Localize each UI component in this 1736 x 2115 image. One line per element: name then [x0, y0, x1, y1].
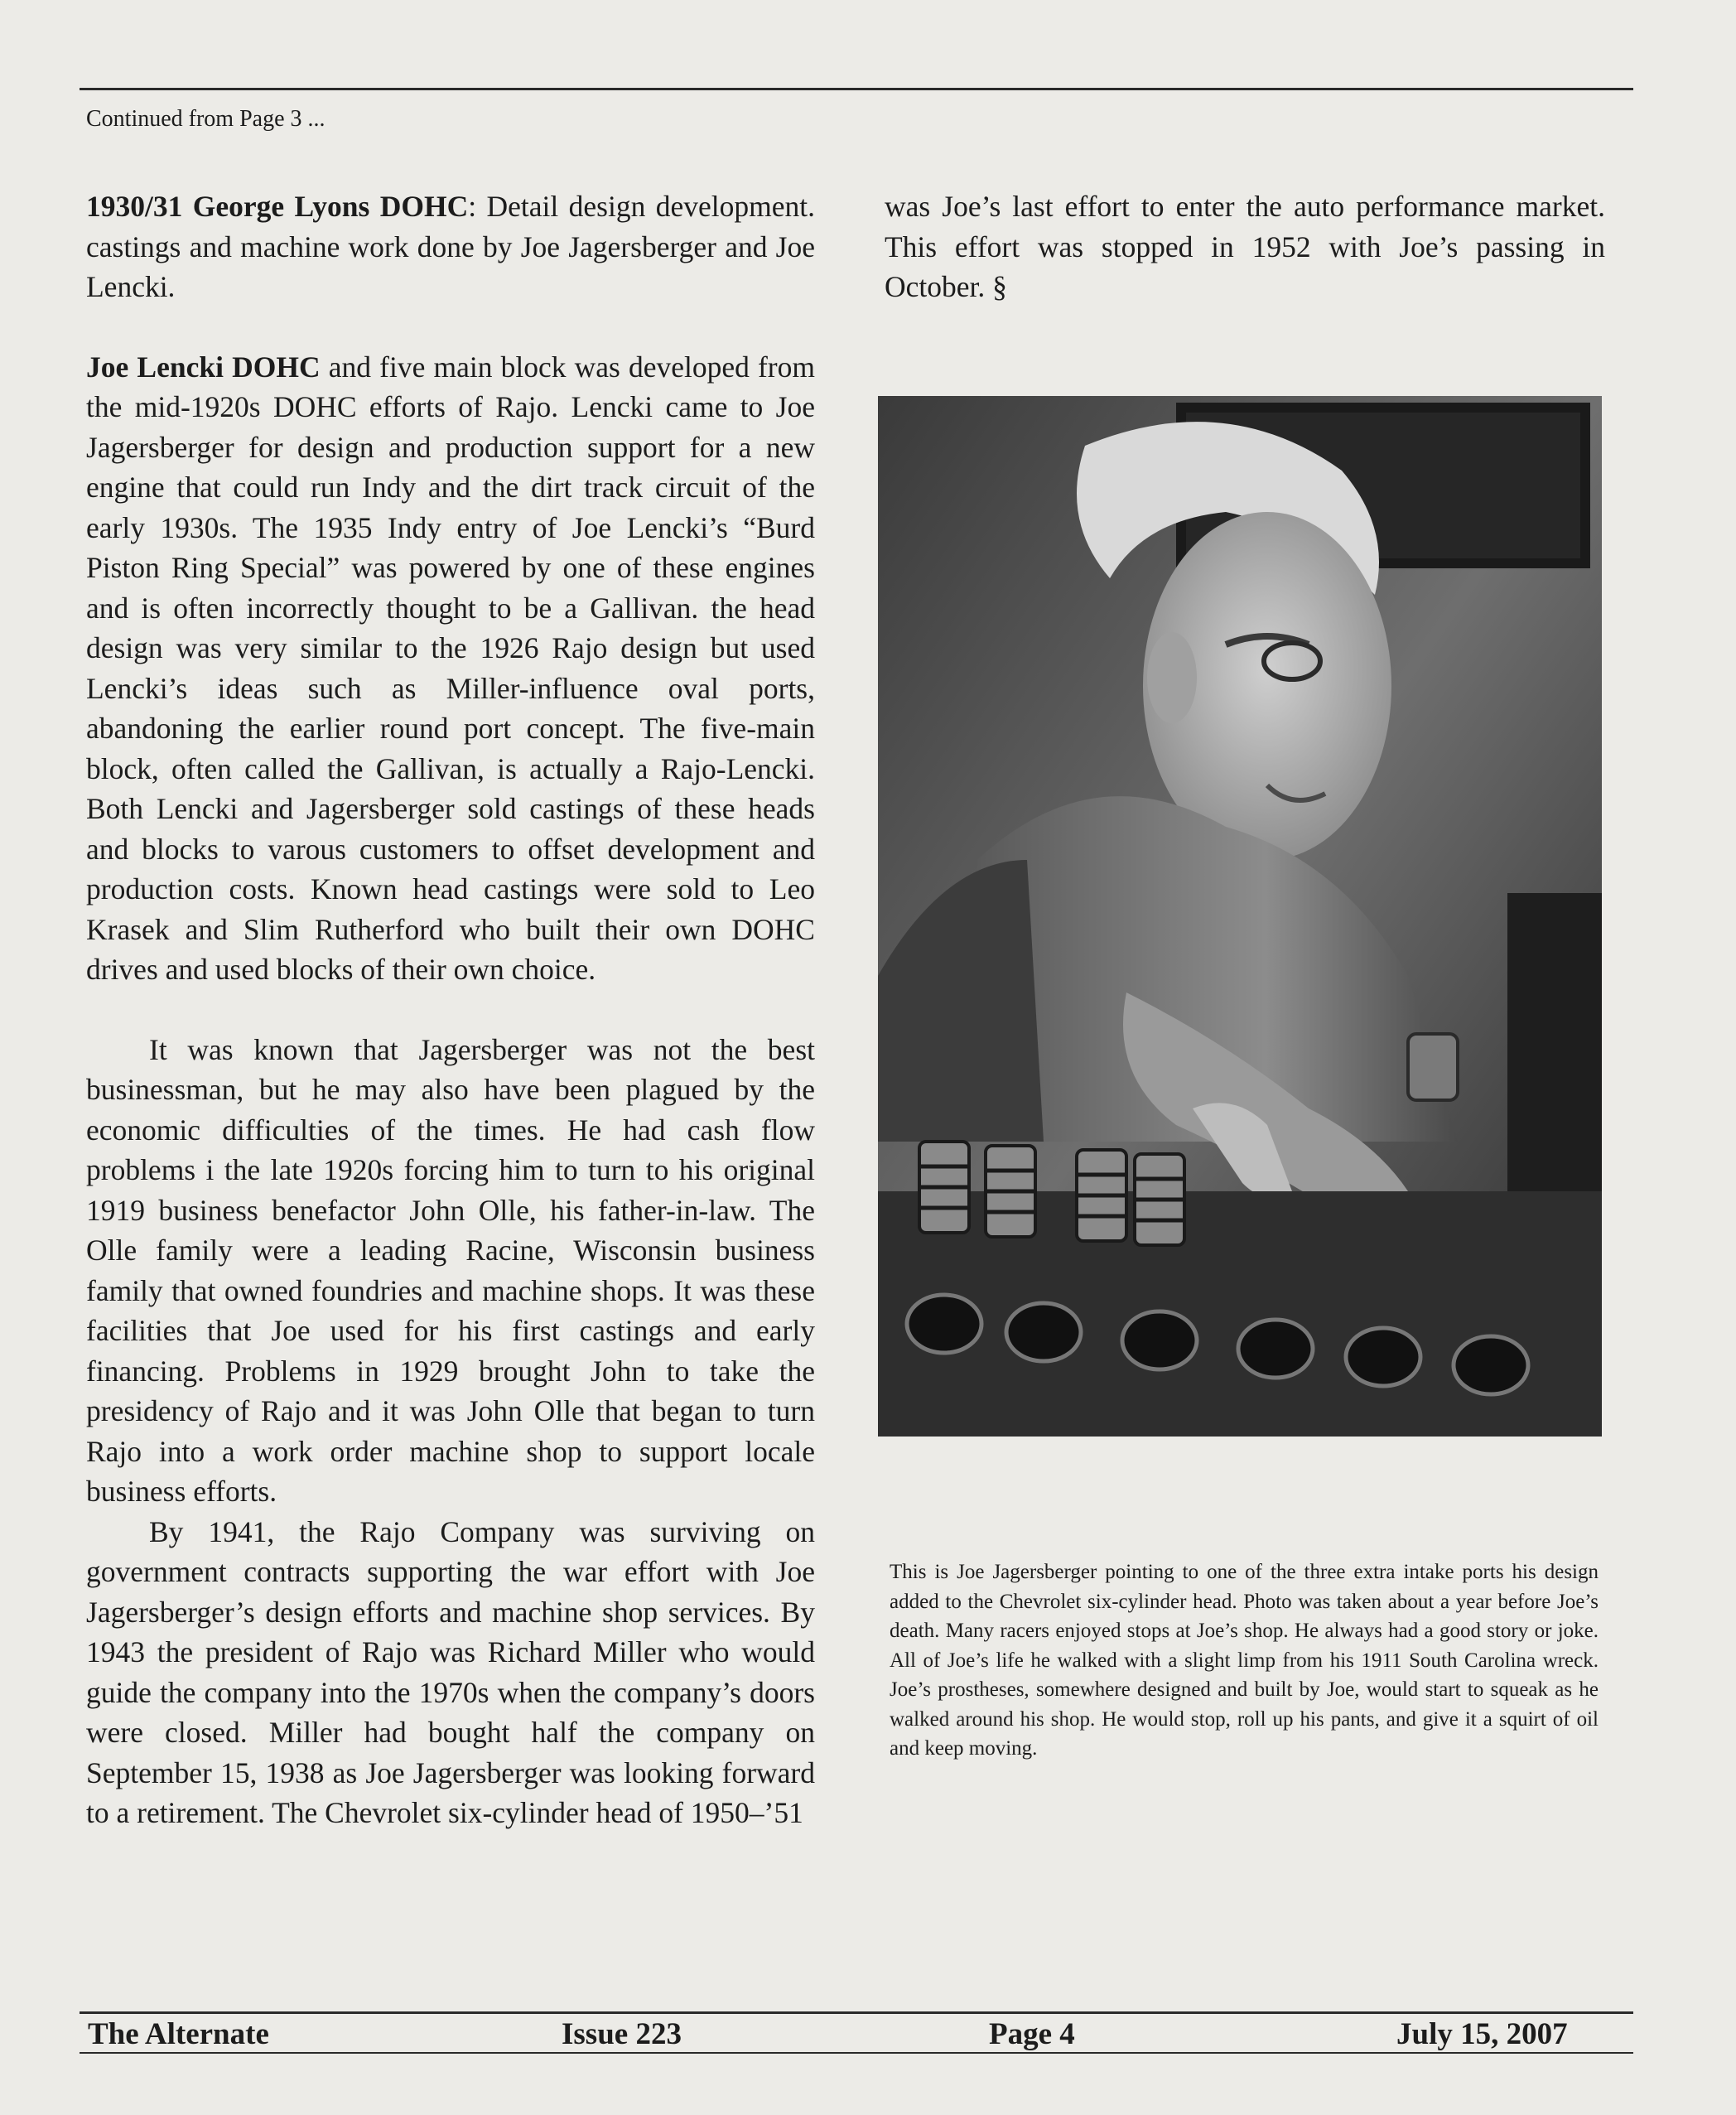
paragraph-last-effort: was Joe’s last effort to enter the auto performance market. This effort was stopped in 1952 with Joe’s passing in October. § — [885, 190, 1605, 303]
continued-note: Continued from Page 3 ... — [86, 106, 326, 132]
footer-issue: Issue 223 — [562, 2017, 682, 2051]
heading-lencki-dohc: Joe Lencki DOHC — [86, 350, 321, 384]
footer-publication-title: The Alternate — [88, 2017, 269, 2051]
photo-joe-jagersberger — [878, 396, 1602, 1437]
text-lyons: : Detail design development. castings and machine work done by Joe Jagersberger and Joe Lencki. — [86, 190, 815, 303]
paragraph-businessman: It was known that Jagersberger was not the best businessman, but he may also have been plagued by the economic difficulties of the times. He had cash flow problems i the late 1920s forcing him to turn to his original 1919 business benefactor John Olle, his father-in-law. The Olle family were a leading Racine, Wisconsin business family that owned foundries and machine shops. It was these facilities that Joe used for his first castings and early financing. Problems in 1929 brought John to take the presidency of Rajo and it was John Olle that began to turn Rajo into a work order machine shop to support locale business efforts. — [86, 1032, 815, 1508]
footer-bottom-rule — [80, 2052, 1633, 2054]
left-column — [86, 186, 815, 1833]
footer-date: July 15, 2007 — [1396, 2017, 1568, 2051]
paragraph-lyons — [86, 186, 815, 307]
paragraph-lencki — [86, 347, 815, 990]
right-column — [885, 186, 1605, 307]
footer-top-rule — [80, 2011, 1633, 2014]
paragraph-1941: By 1941, the Rajo Company was surviving on government contracts supporting the war effort with Joe Jagersberger’s design efforts and machine shop services. By 1943 the president of Rajo was Richard Miller who would guide the company into the 1970s when the company’s doors were closed. Miller had bought half the company on September 15, 1938 as Joe Jagersberger was looking forward to a retirement. The Chevrolet six-cylinder head of 1950–’51 — [86, 1514, 815, 1829]
top-rule — [80, 88, 1633, 90]
text-lencki: and five main block was developed from the mid-1920s DOHC efforts of Rajo. Lencki came to Joe Jagersberger for design and production support for a new engine that could run Indy and the dirt track circuit of the early 1930s. The 1935 Indy entry of Joe Lencki’s “Burd Piston Ring Special” was powered by one of these engines and is often incorrectly thought to be a Gallivan. the head design was very similar to the 1926 Rajo design but used Lencki’s ideas such as Miller-influence oval ports, abandoning the earlier round port concept. The five-main block, often called the Gallivan, is actually a Rajo-Lencki. Both Lencki and Jagersberger sold castings of these heads and blocks to varous customers to offset development and production costs. Known head castings were sold to Leo Krasek and Slim Rutherford who built their own DOHC drives and used blocks of their own choice. — [86, 350, 815, 986]
footer-page-number: Page 4 — [989, 2017, 1075, 2051]
photo-caption: This is Joe Jagersberger pointing to one of the three extra intake ports his design added to the Chevrolet six-cylinder head. Photo was taken about a year before Joe’s death. Many racers enjoyed stops at Joe’s shop. He always had a good story or joke. All of Joe’s life he walked with a slight limp from his 1911 South Carolina wreck. Joe’s prostheses, somewhere designed and built by Joe, would start to squeak as he walked around his shop. He would stop, roll up his pants, and give it a squirt of oil and keep moving. — [890, 1561, 1599, 1760]
heading-lyons-dohc: 1930/31 George Lyons DOHC — [86, 190, 469, 223]
